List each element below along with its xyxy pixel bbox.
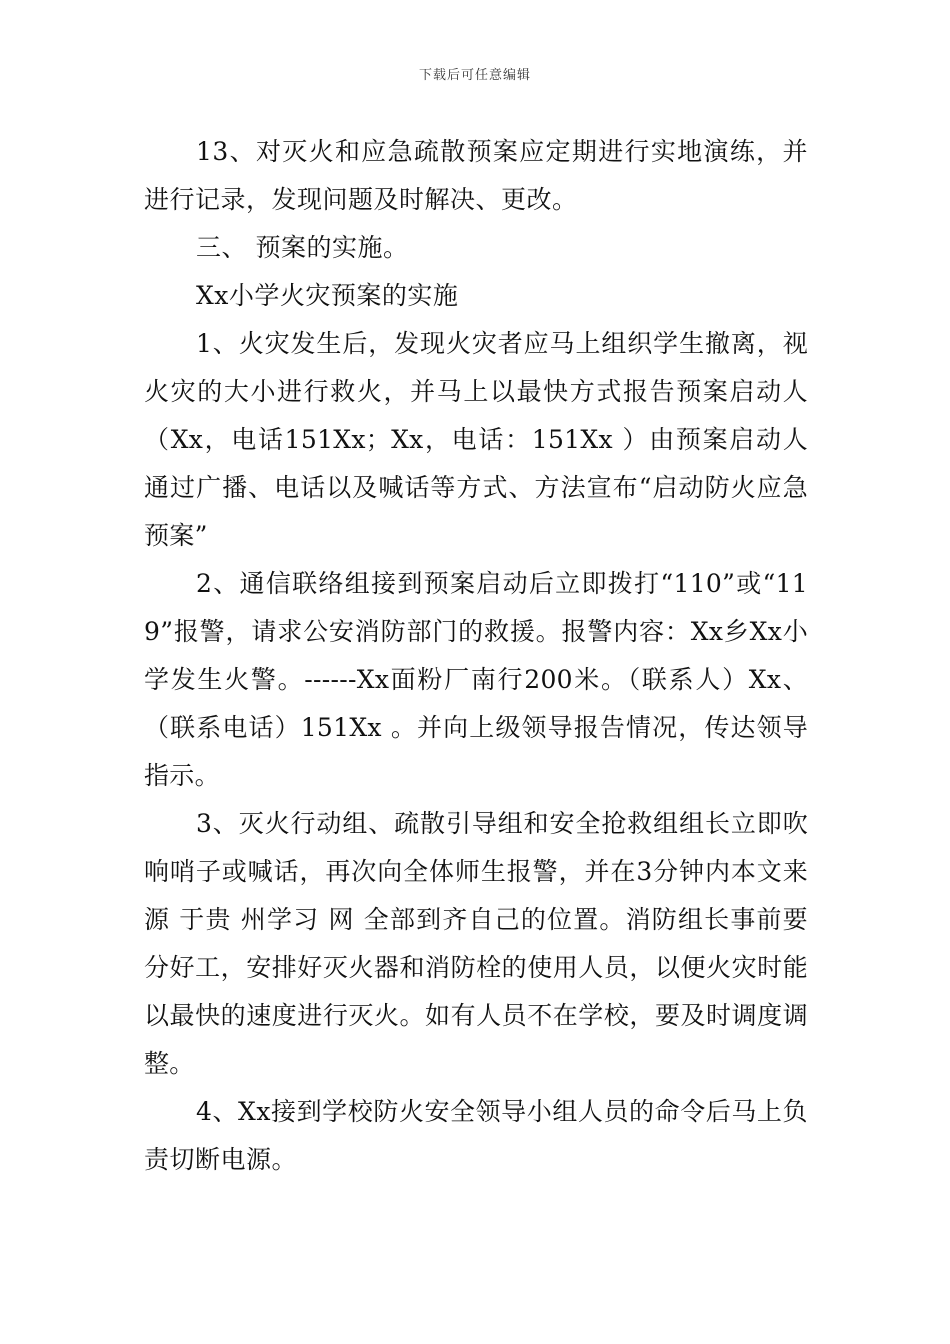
document-body <box>144 128 808 1184</box>
paragraph-item-3: 3、灭火行动组、疏散引导组和安全抢救组组长立即吹响哨子或喊话，再次向全体师生报警，并在3分钟内本文来源 于贵 州学习 网 全部到齐自己的位置。消防组长事前要分好工，安排好灭火器和消防栓的使用人员，以便火灾时能以最快的速度进行灭火。如有人员不在学校，要及时调度调整。 <box>144 809 808 1078</box>
paragraph-item-13: 13、对灭火和应急疏散预案应定期进行实地演练，并进行记录，发现问题及时解决、更改。 <box>144 137 808 214</box>
page-header-note: 下载后可任意编辑 <box>418 68 531 83</box>
section-heading-implementation: 三、 预案的实施。 <box>196 233 409 262</box>
paragraph-item-2: 2、通信联络组接到预案启动后立即拨打“110”或“119”报警，请求公安消防部门的救援。报警内容：Xx乡Xx小学发生火警。------Xx面粉厂南行200米。（联系人）Xx、（联系电话）151Xx 。并向上级领导报告情况，传达领导指示。 <box>144 569 808 790</box>
paragraph-item-4: 4、Xx接到学校防火安全领导小组人员的命令后马上负责切断电源。 <box>144 1097 808 1174</box>
paragraph-item-1: 1、火灾发生后，发现火灾者应马上组织学生撤离，视火灾的大小进行救火，并马上以最快方式报告预案启动人（Xx，电话151Xx；Xx，电话：151Xx ）由预案启动人通过广播、电话以及喊话等方式、方法宣布“启动防火应急预案” <box>144 329 808 550</box>
subheading-fire-plan: Xx小学火灾预案的实施 <box>196 281 459 310</box>
